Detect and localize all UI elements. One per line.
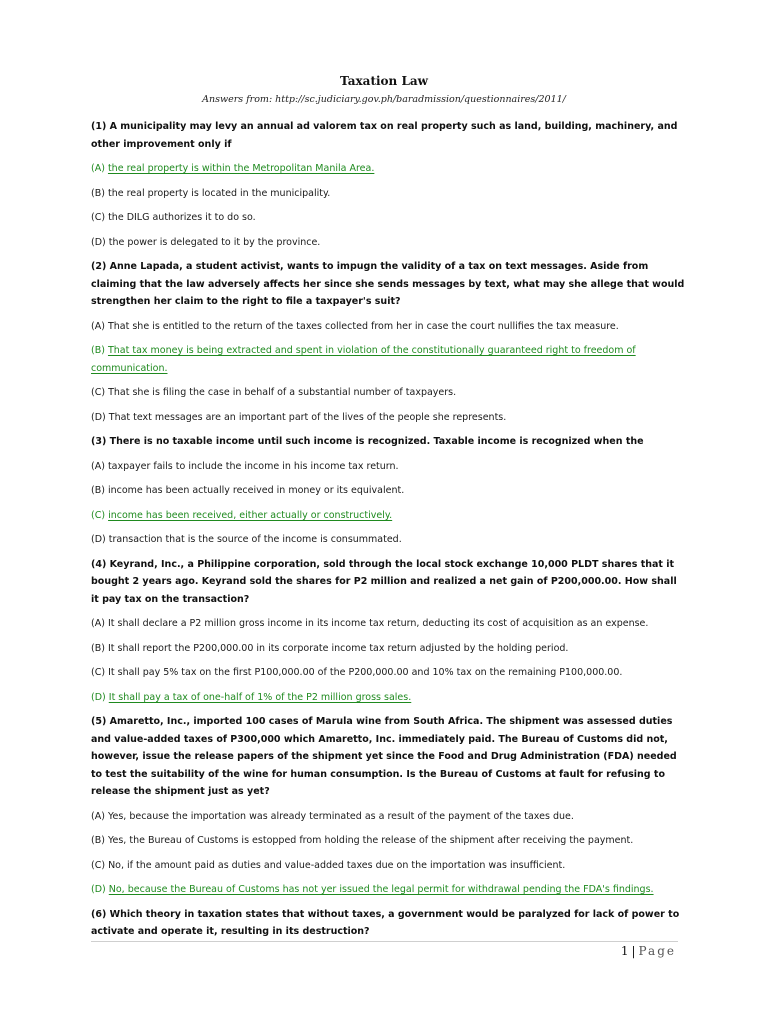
answer-option-q4a bbox=[91, 615, 687, 633]
question-number: (2) bbox=[91, 261, 107, 272]
option-text: That she is entitled to the return of the taxes collected from her in case the court nullifies the tax measure. bbox=[107, 320, 619, 332]
answer-option-q4c bbox=[91, 664, 687, 682]
option-letter: (B) bbox=[91, 642, 105, 654]
option-text: transaction that is the source of the income is consummated. bbox=[108, 534, 402, 545]
question-number: (4) bbox=[91, 558, 107, 570]
option-letter: (C) bbox=[91, 387, 106, 398]
document-title: Taxation Law bbox=[339, 74, 429, 88]
footer-divider bbox=[91, 941, 678, 942]
answer-option-q2d bbox=[91, 409, 687, 427]
option-text: Yes, the Bureau of Customs is estopped from holding the release of the shipment after receiving the payment. bbox=[107, 835, 634, 846]
question-text: Amaretto, Inc., imported 100 cases of Marula wine from South Africa. The shipment was assessed duties and value-added taxes of P300,000 which Amaretto, Inc. immediately paid. The Bureau of Customs did not, however, issue the release papers of the shipment yet since the Food and Drug Administration (FDA) needed to test the suitability of the wine for human consumption. Is the Bureau of Customs at fault for refusing to release the shipment just as yet? bbox=[91, 716, 677, 797]
option-text: It shall pay a tax of one-half of 1% of the P2 million gross sales. bbox=[108, 691, 412, 703]
page-footer bbox=[621, 944, 676, 958]
option-text: No, if the amount paid as duties and value-added taxes due on the importation was insufficient. bbox=[108, 859, 566, 871]
answer-option-q3d bbox=[91, 531, 687, 549]
correct-answer-option-q1a bbox=[91, 160, 687, 178]
question-list bbox=[91, 118, 687, 948]
answer-option-q2c bbox=[91, 384, 687, 402]
answer-option-q5b bbox=[91, 832, 687, 850]
question-q5 bbox=[91, 713, 687, 801]
question-q6 bbox=[91, 906, 687, 941]
question-text: There is no taxable income until such income is recognized. Taxable income is recognized when the bbox=[109, 436, 644, 447]
question-text: Anne Lapada, a student activist, wants to impugn the validity of a tax on text messages. Aside from claiming that the law adversely affects her since she sends messages by text, what may she allege that would strengthen her claim to the right to file a taxpayer's suit? bbox=[91, 261, 685, 307]
option-text: income has been received, either actually or constructively. bbox=[108, 509, 393, 521]
option-letter: (A) bbox=[91, 460, 105, 472]
correct-answer-option-q3c bbox=[91, 507, 687, 525]
correct-answer-option-q5d bbox=[91, 881, 687, 899]
option-text: It shall declare a P2 million gross income in its income tax return, deducting its cost of acquisition as an expense. bbox=[107, 618, 649, 629]
option-letter: (C) bbox=[91, 859, 106, 871]
question-q1 bbox=[91, 118, 687, 153]
answer-option-q1d bbox=[91, 234, 687, 252]
option-letter: (D) bbox=[91, 534, 106, 545]
option-text: the real property is within the Metropolitan Manila Area. bbox=[107, 163, 375, 174]
answers-source-line: Answers from: http://sc.judiciary.gov.ph/baradmission/questionnaires/2011/ bbox=[202, 94, 566, 105]
option-text: That tax money is being extracted and spent in violation of the constitutionally guaranteed right to freedom of communication. bbox=[91, 345, 636, 374]
option-letter: (C) bbox=[91, 509, 106, 521]
option-letter: (D) bbox=[91, 884, 106, 895]
question-text: Which theory in taxation states that without taxes, a government would be paralyzed for lack of power to activate and operate it, resulting in its destruction? bbox=[91, 908, 680, 937]
option-letter: (A) bbox=[91, 320, 105, 332]
page-label: Page bbox=[638, 944, 676, 958]
answer-option-q1c bbox=[91, 209, 687, 227]
option-text: the DILG authorizes it to do so. bbox=[108, 212, 256, 223]
option-letter: (D) bbox=[91, 691, 106, 703]
question-number: (3) bbox=[91, 436, 107, 447]
answer-option-q3a bbox=[91, 458, 687, 476]
answer-option-q3b bbox=[91, 482, 687, 500]
question-text: A municipality may levy an annual ad valorem tax on real property such as land, building, machinery, and other improvement only if bbox=[91, 121, 678, 150]
option-letter: (B) bbox=[91, 835, 105, 846]
question-q4 bbox=[91, 556, 687, 609]
option-letter: (A) bbox=[91, 618, 105, 629]
option-text: That text messages are an important part of the lives of the people she represents. bbox=[108, 411, 507, 423]
option-letter: (A) bbox=[91, 810, 105, 822]
option-letter: (B) bbox=[91, 485, 105, 496]
question-q2 bbox=[91, 258, 687, 311]
question-text: Keyrand, Inc., a Philippine corporation, sold through the local stock exchange 10,000 PLDT shares that it bought 2 years ago. Keyrand sold the shares for P2 million and realized a net gain of P200,000.00. How shall it pay tax on the transaction? bbox=[91, 558, 677, 605]
question-number: (6) bbox=[91, 908, 107, 920]
answer-option-q2a bbox=[91, 318, 687, 336]
answer-option-q5c bbox=[91, 857, 687, 875]
answer-option-q5a bbox=[91, 808, 687, 826]
answer-option-q4b bbox=[91, 640, 687, 658]
option-text: It shall pay 5% tax on the first P100,000.00 of the P200,000.00 and 10% tax on the remaining P100,000.00. bbox=[108, 667, 623, 678]
correct-answer-option-q2b bbox=[91, 342, 687, 377]
answer-option-q1b bbox=[91, 185, 687, 203]
option-letter: (D) bbox=[91, 236, 106, 248]
option-letter: (B) bbox=[91, 187, 105, 199]
option-text: taxpayer fails to include the income in his income tax return. bbox=[107, 460, 399, 472]
footer-separator: | bbox=[631, 944, 636, 958]
option-text: That she is filing the case in behalf of a substantial number of taxpayers. bbox=[108, 387, 457, 398]
option-letter: (B) bbox=[91, 345, 105, 356]
option-text: Yes, because the importation was already terminated as a result of the payment of the taxes due. bbox=[107, 810, 574, 822]
option-text: the power is delegated to it by the province. bbox=[108, 236, 321, 248]
option-letter: (C) bbox=[91, 212, 106, 223]
option-text: the real property is located in the municipality. bbox=[107, 187, 331, 199]
question-number: (5) bbox=[91, 716, 107, 727]
option-letter: (C) bbox=[91, 667, 106, 678]
correct-answer-option-q4d bbox=[91, 689, 687, 707]
option-text: No, because the Bureau of Customs has not yer issued the legal permit for withdrawal pending the FDA's findings. bbox=[108, 884, 654, 895]
option-text: It shall report the P200,000.00 in its corporate income tax return adjusted by the holding period. bbox=[107, 642, 569, 654]
page-number: 1 bbox=[620, 944, 629, 958]
option-letter: (D) bbox=[91, 411, 106, 423]
question-number: (1) bbox=[91, 121, 107, 132]
option-letter: (A) bbox=[91, 163, 105, 174]
option-text: income has been actually received in money or its equivalent. bbox=[107, 485, 405, 496]
question-q3 bbox=[91, 433, 687, 451]
